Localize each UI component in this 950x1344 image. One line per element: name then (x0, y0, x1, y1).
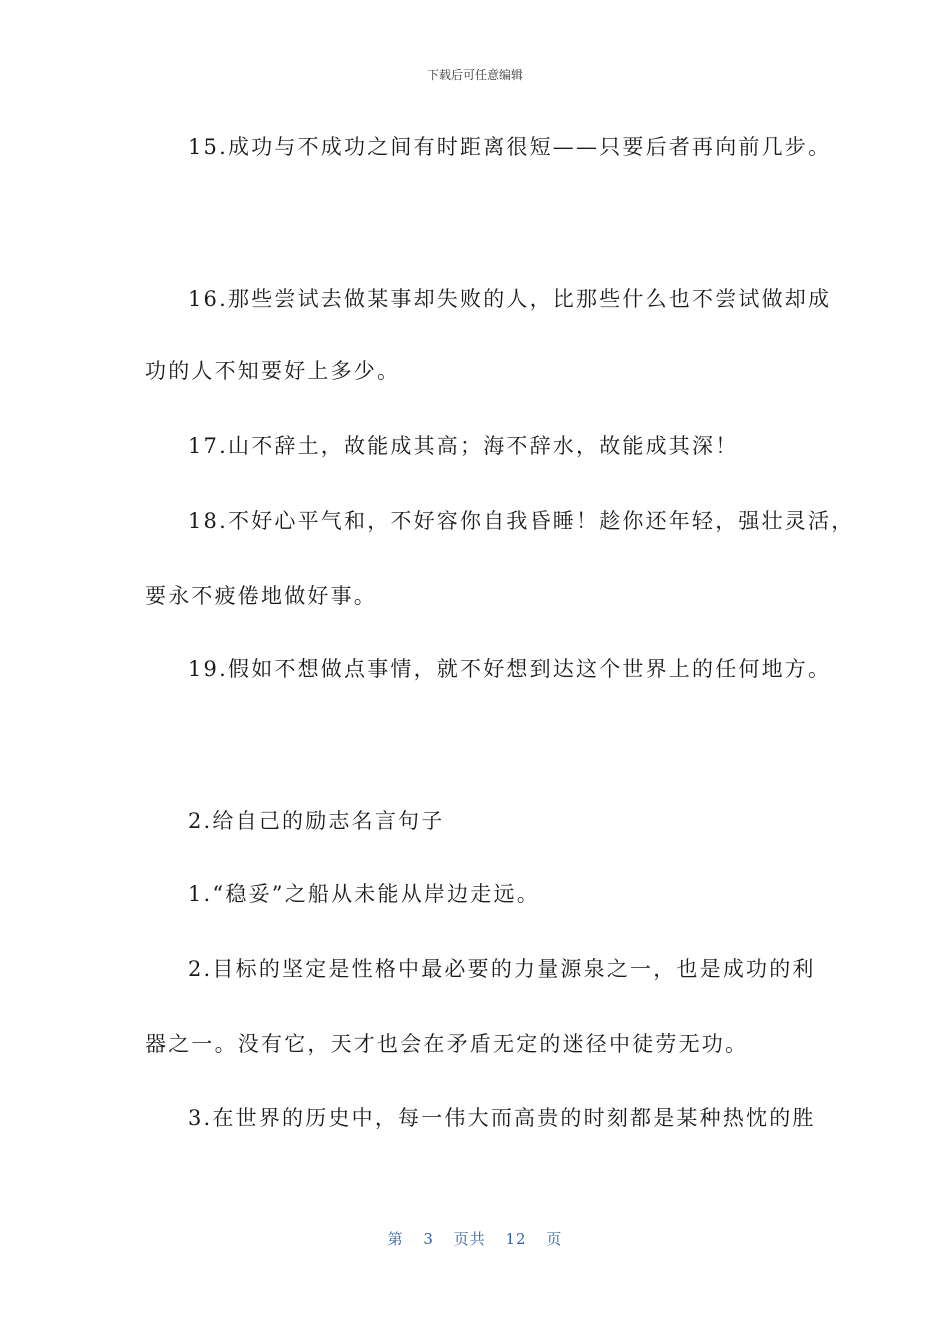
quote-18-line-1: 18.不好心平气和，不好容你自我昏睡！趁你还年轻，强壮灵活， (188, 509, 855, 533)
quote-s2-line-2: 器之一。没有它，天才也会在矛盾无定的迷径中徒劳无功。 (145, 1032, 749, 1056)
quote-19: 19.假如不想做点事情，就不好想到达这个世界上的任何地方。 (188, 657, 832, 681)
quote-15: 15.成功与不成功之间有时距离很短——只要后者再向前几步。 (188, 135, 832, 159)
quote-s1: 1.“稳妥”之船从未能从岸边走远。 (188, 882, 540, 906)
page-header: 下载后可任意编辑 (426, 68, 523, 82)
quote-18-line-2: 要永不疲倦地做好事。 (145, 584, 377, 608)
quote-16-line-1: 16.那些尝试去做某事却失败的人，比那些什么也不尝试做却成 (188, 287, 832, 311)
quote-17: 17.山不辞土，故能成其高；海不辞水，故能成其深！ (188, 434, 739, 458)
quote-s2-line-1: 2.目标的坚定是性格中最必要的力量源泉之一，也是成功的利 (188, 957, 816, 981)
quote-16-line-2: 功的人不知要好上多少。 (145, 359, 401, 383)
section-heading: 2.给自己的励志名言句子 (188, 809, 445, 833)
quote-s3-line-1: 3.在世界的历史中，每一伟大而高贵的时刻都是某种热忱的胜 (188, 1106, 816, 1130)
page-footer: 第 3 页共 12 页 (387, 1230, 563, 1248)
